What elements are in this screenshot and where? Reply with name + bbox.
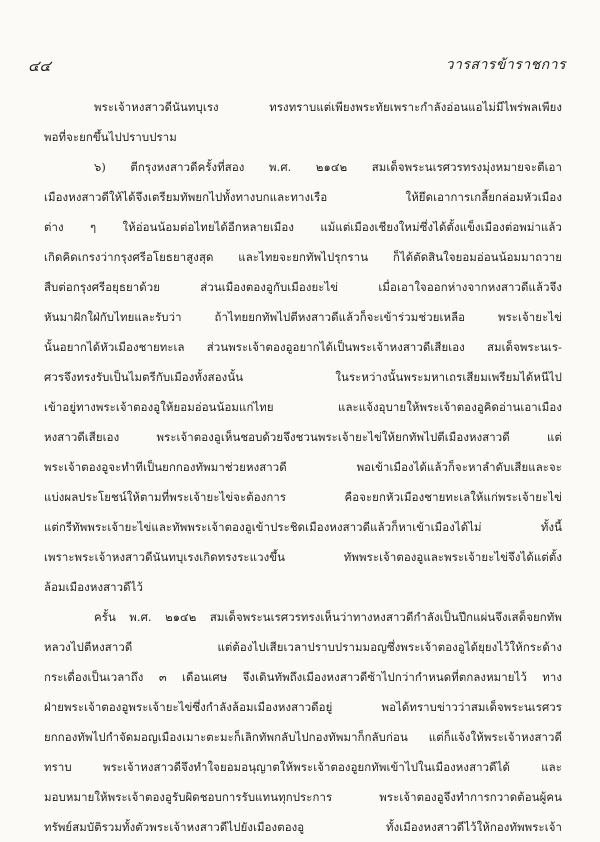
page-number: ๔๔ (28, 57, 51, 75)
text-line: ล้อมเมืองหงสาวดีไว้ (44, 580, 143, 594)
text-line: ศวรจึงทรงรับเป็นไมตรีกับเมืองทั้งสองนั้น ในระหว่างนั้นพระมหาเถรเสียมเพรียมได้หนีไป (44, 370, 562, 384)
text-line: พระเจ้าหงสาวดีนันทบุเรง ทรงทราบแต่เพียงพระทัยเพราะกำลังอ่อนแอไม่มีไพร่พลเพียง (94, 100, 562, 114)
text-line: ครั้น พ.ศ. ๒๑๔๒ สมเด็จพระนเรศวรทรงเห็นว่าทางหงสาวดีกำลังเป็นปึกแผ่นจึงเสด็จยกทัพ (94, 610, 562, 624)
text-line: พระเจ้าตองอูจะทำทีเป็นยกกองทัพมาช่วยหงสาวดี พอเข้าเมืองได้แล้วก็จะหาลำดับเสียและจะ (44, 460, 562, 474)
text-line: มอบหมายให้พระเจ้าตองอูรับผิดชอบการรับแทนทุกประการ พระเจ้าตองอูจึงทำการกวาดต้อนผู้คน (44, 790, 562, 804)
text-line: สืบต่อกรุงศรีอยุธยาด้วย ส่วนเมืองตองอูกับเมืองยะไข่ เมื่อเอาใจออกห่างจากหงสาวดีแล้วจึง (44, 280, 562, 294)
text-line: กระเดื่องเป็นเวลาถึง ๓ เดือนเศษ จึงเดินทัพถึงเมืองหงสาวดีซ้าไปกว่ากำหนดที่ตกลงหมายไว้ ทาง (44, 670, 562, 684)
page-header (28, 54, 566, 78)
text-line: ต่าง ๆ ให้อ่อนน้อมต่อไทยได้อีกหลายเมือง แม้แต่เมืองเชียงใหม่ซึ่งได้ตั้งแข็งเมืองต่อพม่าแล้ว (44, 220, 562, 234)
text-line: เข้าอยู่ทางพระเจ้าตองอูให้ยอมอ่อนน้อมแก่ไทย และแจ้งอุบายให้พระเจ้าตองอูคิดอ่านเอาเมือง (44, 400, 562, 414)
text-line: เกิดคิดเกรงว่ากรุงศรีอโยธยาสูงสุด และไทยจะยกทัพไปรุกราน ก็ได้ตัดสินใจยอมอ่อนน้อมมาถวาย (44, 250, 562, 264)
text-line: ยกกองทัพไปกำจัดมอญเมืองเมาะตะมะก็เลิกทัพกลับไปกองทัพมาก็กลับก่อน แต่ก็แจ้งให้พระเจ้าหงสาวดี (44, 730, 562, 744)
text-line: หงสาวดีเสียเอง พระเจ้าตองอูเห็นชอบด้วยจึงชวนพระเจ้ายะไข่ให้ยกทัพไปตีเมืองหงสาวดี แต่ (44, 430, 562, 444)
text-line: เพราะพระเจ้าหงสาวดีนันทบุเรงเกิดทรงระแวงขึ้น ทัพพระเจ้าตองอูและพระเจ้ายะไข่จึงได้แต่ตั้ง (44, 550, 562, 564)
section-heading-line: ๖) ตีกรุงหงสาวดีครั้งที่สอง พ.ศ. ๒๑๔๒ สมเด็จพระนเรศวรทรงมุ่งหมายจะตีเอา (94, 160, 562, 174)
text-line: เมืองหงสาวดีให้ได้จึงเตรียมทัพยกไปทั้งทางบกและทางเรือ ให้ยึดเอาการเกลี้ยกล่อมหัวเมือง (44, 190, 562, 204)
text-line: นั้นอยากได้หัวเมืองชายทะเล ส่วนพระเจ้าตองอูอยากได้เป็นพระเจ้าหงสาวดีเสียเอง สมเด็จพระนเร- (44, 340, 562, 354)
running-title: วารสารข้าราชการ (445, 57, 566, 73)
text-line: แบ่งผลประโยชน์ให้ตามที่พระเจ้ายะไข่จะต้องการ คือจะยกหัวเมืองชายทะเลให้แก่พระเจ้ายะไข่ (44, 490, 562, 504)
text-line: ฝ่ายพระเจ้าตองอูพระเจ้ายะไข่ซึ่งกำลังล้อมเมืองหงสาวดีอยู่ พอได้ทราบข่าวว่าสมเด็จพระนเรศวร (44, 700, 562, 714)
text-line: พอที่จะยกขึ้นไปปราบปราม (44, 130, 177, 144)
body-text (44, 92, 562, 842)
text-line: ทรัพย์สมบัติรวมทั้งตัวพระเจ้าหงสาวดีไปยังเมืองตองอู ทั้งเมืองหงสาวดีไว้ให้กองทัพพระเจ้า (44, 820, 562, 834)
text-line: แต่กรีทัพพระเจ้ายะไข่และทัพพระเจ้าตองอูเข้าประชิดเมืองหงสาวดีแล้วก็หาเข้าเมืองได้ไม่ ทั้งนี้ (44, 520, 562, 534)
text-line: ทราบ พระเจ้าหงสาวดีจึงทำใจยอมอนุญาตให้พระเจ้าตองอูยกทัพเข้าไปในเมืองหงสาวดีได้ และ (44, 760, 562, 774)
text-line: หันมาฝักใฝ่กับไทยและรับว่า ถ้าไทยยกทัพไปตีหงสาวดีแล้วก็จะเข้าร่วมช่วยเหลือ พระเจ้ายะไข่ (44, 310, 562, 324)
text-line: หลวงไปตีหงสาวดี แต่ต้องไปเสียเวลาปราบปรามมอญซึ่งพระเจ้าตองอูได้ยุยงไว้ให้กระด้าง (44, 640, 562, 654)
